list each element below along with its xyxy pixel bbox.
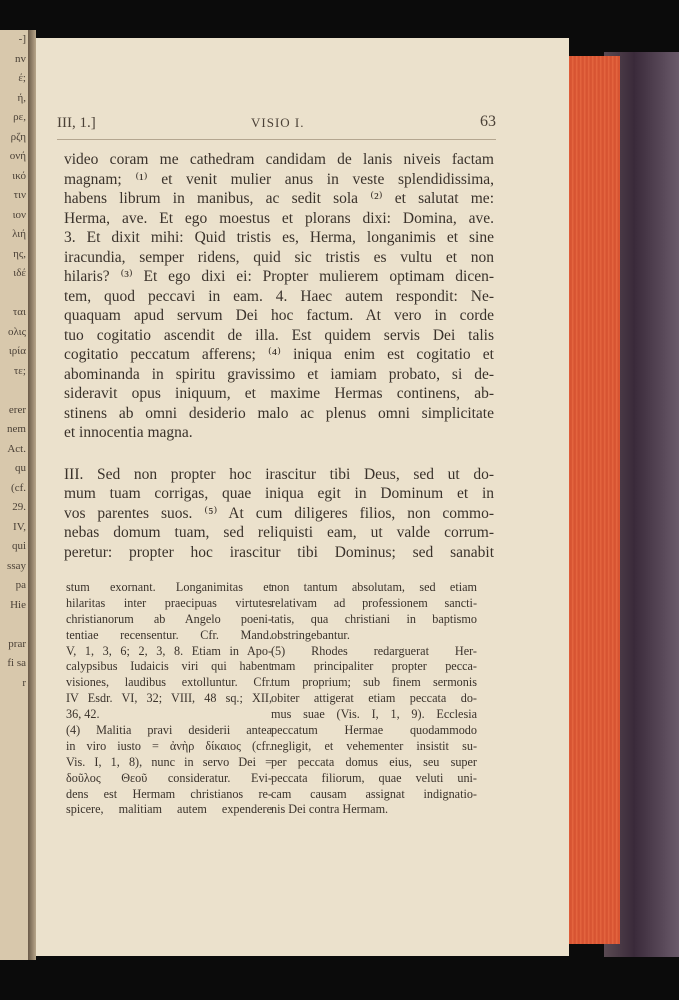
footnote-line: mam principaliter propter pecca- — [271, 659, 477, 674]
edge-fragment: ssay — [7, 559, 26, 572]
main-text — [64, 150, 494, 562]
text-line: video coram me cathedram candidam de lanis niveis factam — [64, 151, 494, 168]
edge-fragment: ρε, — [13, 111, 26, 123]
edge-fragment: ιρία — [8, 345, 26, 357]
edge-fragment: Hie — [10, 598, 26, 611]
edge-fragment: prar — [8, 637, 26, 650]
footnotes-left — [66, 580, 272, 818]
text-line: sideravit opus iniquum, et maxime Hermas continens, ab- — [64, 385, 494, 402]
text-line: quaquam apud servum Dei hoc factum. At vero in corde — [64, 307, 494, 324]
text-line: tuo cogitatio ascendit de illa. Est quidem servis Dei talis — [64, 326, 494, 344]
footnote-line: obiter attigerat etiam peccata do- — [271, 691, 477, 706]
footnote-line: in viro iusto = ἀνὴρ δίκαιος (cfr. — [66, 738, 272, 753]
footnote-line: Vis. I, 1, 8), nunc in servo Dei = — [66, 754, 272, 769]
footnote-line: (4) Malitia pravi desiderii antea — [66, 723, 272, 738]
footnote-line: stum exornant. Longanimitas et — [66, 580, 272, 594]
edge-fragment: nem — [7, 423, 26, 435]
text-line: hilaris? ⁽³⁾ Et ego dixi ei: Propter mulierem optimam dicen- — [64, 268, 494, 285]
book-page — [36, 38, 569, 956]
text-line: habens librum in manibus, ac sedit sola ⁽²⁾ et salutat me: — [64, 190, 494, 207]
footnote-line: tatis, qua christiani in baptismo — [271, 611, 477, 626]
footnote-line: dens est Hermam christianos re- — [66, 786, 272, 801]
section-reference: III, 1.] — [57, 115, 96, 131]
footnote-line: nis Dei contra Hermam. — [271, 802, 389, 817]
edge-fragment: ιον — [12, 208, 26, 221]
book-gutter — [28, 30, 36, 960]
footnote-line: V, 1, 3, 6; 2, 3, 8. Etiam in Apo- — [66, 643, 272, 658]
edge-fragment: nv — [15, 52, 26, 65]
facing-page-edge — [0, 30, 28, 960]
footnote-line: visiones, laudibus extolluntur. Cfr. — [66, 675, 272, 690]
edge-fragment: λιή — [12, 228, 26, 240]
edge-fragment: qui — [11, 540, 26, 552]
edge-fragment: ης, — [13, 247, 26, 260]
footnote-line: relativam ad professionem sancti- — [271, 595, 477, 610]
edge-fragment: ολις — [7, 325, 26, 338]
text-line: vos parentes suos. ⁽⁵⁾ At cum diligeres filios, non commo- — [64, 504, 494, 522]
red-page-edges — [563, 56, 620, 944]
edge-fragment: pa — [15, 579, 26, 591]
text-line: tem, quod peccavi in eam. 4. Haec autem respondit: Ne- — [64, 287, 494, 305]
text-line: et innocentia magna. — [64, 424, 193, 441]
text-line: magnam; ⁽¹⁾ et venit mulier anus in veste splendidissima, — [64, 170, 494, 188]
running-title: VISIO I. — [251, 115, 305, 130]
footnote-line: 36, 42. — [66, 707, 100, 722]
footnote-line: non tantum absolutam, sed etiam — [271, 580, 477, 594]
running-head — [57, 115, 496, 140]
text-line: cogitatio peccatum afferens; ⁽⁴⁾ iniqua enim est cogitatio et — [64, 346, 494, 363]
edge-fragment: ικό — [12, 169, 26, 182]
edge-fragment: r — [22, 676, 26, 689]
text-line: 3. Et dixit mihi: Quid tristis es, Herma, longanimis et sine — [64, 229, 494, 246]
edge-fragment: qu — [15, 462, 26, 474]
page-number: 63 — [480, 113, 496, 130]
edge-fragment: τε; — [13, 364, 26, 377]
edge-fragment: ονή — [9, 150, 26, 162]
edge-fragment: -] — [18, 33, 26, 45]
footnote-line: cam causam assignat indignatio- — [271, 786, 477, 801]
edge-fragment — [0, 615, 28, 635]
edge-fragment: IV, — [13, 520, 26, 533]
footnote-line: peccatum Hermae quodammodo — [271, 723, 477, 738]
footnote-line: calypsibus Iudaicis viri qui habent — [66, 659, 272, 674]
footnote-line: christianorum ab Angelo poeni- — [66, 611, 272, 626]
edge-fragment: τιν — [13, 189, 26, 201]
footnote-line: (5) Rhodes redarguerat Her- — [271, 643, 477, 658]
text-line: III. Sed non propter hoc irascitur tibi Deus, sed ut do- — [64, 465, 494, 483]
footnote-line: per peccata domus eius, seu super — [271, 754, 477, 769]
footnote-line: spicere, malitiam autem expendere — [66, 802, 272, 817]
text-line: mum tuam corrigas, quae iniqua egit in Dominum et in — [64, 485, 494, 502]
footnote-line: negligit, et vehementer insistit su- — [271, 738, 477, 753]
text-line: peretur: propter hoc irascitur tibi Dominus; sed sanabit — [64, 543, 494, 561]
edge-fragment: ται — [12, 306, 26, 318]
edge-fragment: fi sa — [7, 657, 26, 669]
edge-fragment: erer — [8, 403, 26, 416]
edge-fragment — [0, 381, 28, 401]
edge-fragment: Act. — [7, 442, 26, 455]
text-line: stinens ab omni desiderio malo ac plenus omni simplicitate — [64, 404, 494, 422]
footnote-line: tentiae recensentur. Cfr. Mand. — [66, 627, 272, 642]
text-line: Herma, ave. Et ego moestus et plorans dixi: Domina, ave. — [64, 209, 494, 227]
footnote-line: obstringebantur. — [271, 627, 350, 642]
footnote-line: hilaritas inter praecipuas virtutes — [66, 595, 272, 610]
footnote-line: mus suae (Vis. I, 1, 9). Ecclesia — [271, 707, 477, 722]
edge-fragment — [0, 284, 28, 304]
text-line: iracundia, semper ridens, quid sic tristis es vultu et non — [64, 248, 494, 266]
text-line: nebas domum tuam, sed reliquisti eam, ut valde corrum- — [64, 524, 494, 541]
footnote-line: δοῦλος Θεοῦ consideratur. Evi- — [66, 770, 272, 785]
edge-fragment: (cf. — [11, 481, 26, 494]
footnotes-right — [271, 580, 477, 818]
footnote-line: peccata filiorum, quae veluti uni- — [271, 770, 477, 785]
footnote-line: IV Esdr. VI, 32; VIII, 48 sq.; XII, — [66, 691, 272, 706]
edge-fragment: έ; — [18, 72, 26, 84]
edge-fragment: ή, — [17, 91, 26, 104]
edge-fragment: ρζη — [10, 130, 26, 143]
text-line: abominanda in spiritu gravissimo et iamiam probato, si de- — [64, 365, 494, 383]
footnote-line: tum proprium; sub finem sermonis — [271, 675, 477, 690]
edge-fragment: 29. — [12, 501, 26, 513]
edge-fragment: ιδέ — [13, 267, 26, 279]
